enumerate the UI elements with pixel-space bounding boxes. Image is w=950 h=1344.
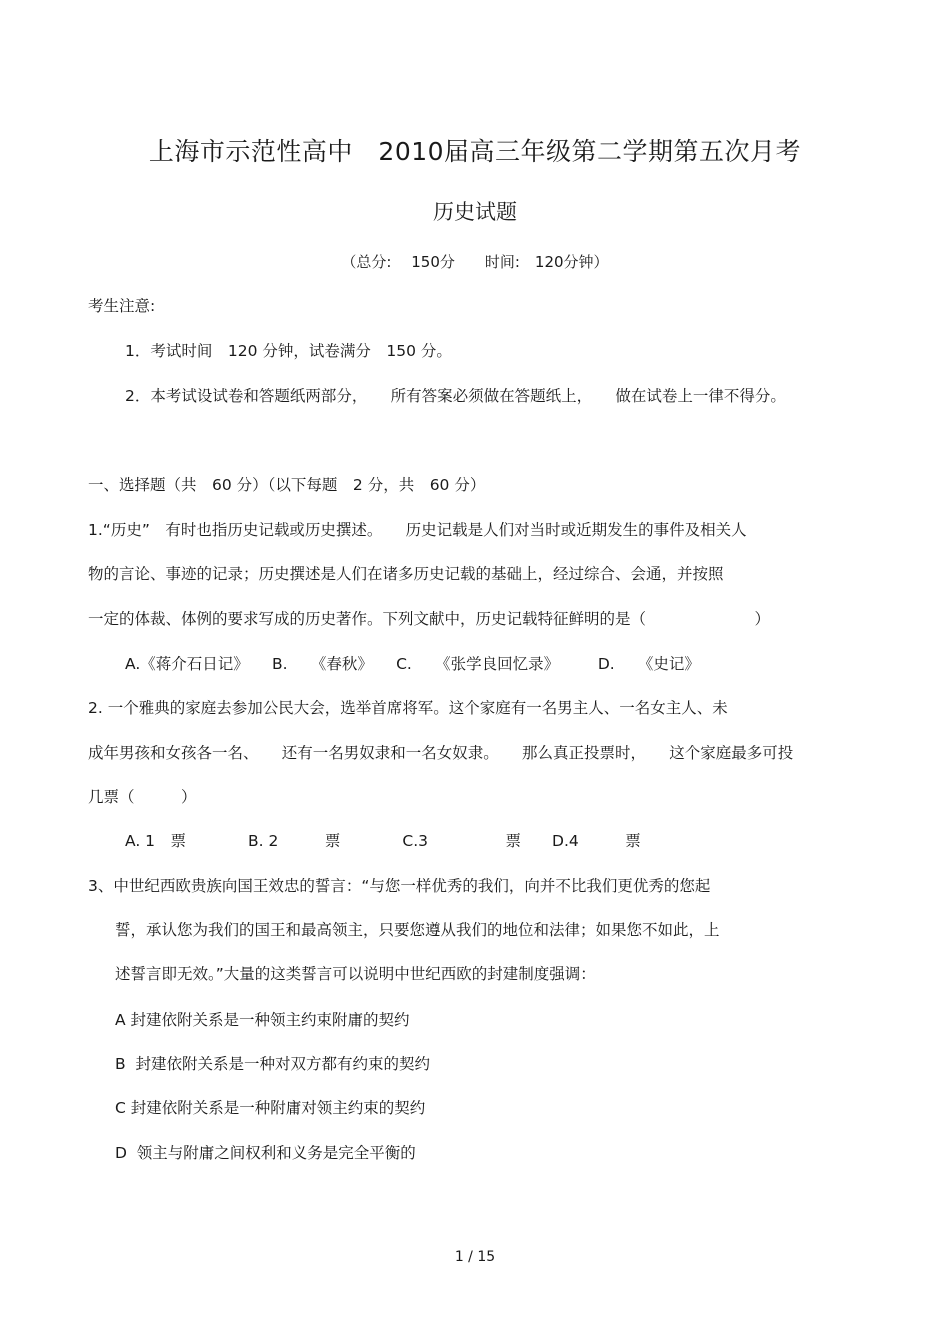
- notice-heading: 考生注意:: [88, 297, 156, 315]
- question-line: 物的言论、事迹的记录；历史撰述是人们在诸多历史记载的基础上，经过综合、会通，并按照: [88, 565, 724, 583]
- question-line: 一定的体裁、体例的要求写成的历史著作。下列文献中，历史记载特征鲜明的是（ ）: [88, 610, 771, 628]
- question-line: 誓，承认您为我们的国王和最高领主，只要您遵从我们的地位和法律；如果您不如此，上: [115, 921, 720, 939]
- question-line: 几票（ ）: [88, 788, 197, 806]
- question-line: 1.“历史” 有时也指历史记载或历史撰述。 历史记载是人们对当时或近期发生的事件及相关人: [88, 521, 747, 539]
- exam-title: 上海市示范性高中 2010届高三年级第二学期第五次月考: [148, 137, 802, 166]
- notice-item: 2．本考试设试卷和答题纸两部分， 所有答案必须做在答题纸上， 做在试卷上一律不得分。: [125, 387, 786, 405]
- question-line: 2. 一个雅典的家庭去参加公民大会，选举首席将军。这个家庭有一名男主人、一名女主人、未: [88, 699, 728, 717]
- question-line: 成年男孩和女孩各一名、 还有一名男奴隶和一名女奴隶。 那么真正投票时， 这个家庭最多可投: [88, 744, 794, 762]
- page-number: 1 / 15: [454, 1249, 496, 1265]
- option-a: A 封建依附关系是一种领主约束附庸的契约: [115, 1011, 410, 1029]
- section-heading: 一、选择题（共 60 分）（以下每题 2 分，共 60 分）: [88, 476, 486, 494]
- option-b: B 封建依附关系是一种对双方都有约束的契约: [115, 1055, 430, 1073]
- question-line: 3、中世纪西欧贵族向国王效忠的誓言：“与您一样优秀的我们，向并不比我们更优秀的您起: [88, 877, 711, 895]
- score-time-info: （总分: 150分 时间: 120分钟）: [341, 253, 609, 271]
- option-d: D 领主与附庸之间权利和义务是完全平衡的: [115, 1144, 416, 1162]
- exam-subtitle: 历史试题: [433, 200, 517, 224]
- question-options: A. 1 票 B. 2 票 C.3 票 D.4 票: [125, 832, 641, 850]
- question-options: A.《蒋介石日记》 B. 《春秋》 C. 《张学良回忆录》 D. 《史记》: [125, 655, 700, 673]
- question-line: 述誓言即无效。”大量的这类誓言可以说明中世纪西欧的封建制度强调：: [115, 965, 596, 983]
- notice-item: 1．考试时间 120 分钟，试卷满分 150 分。: [125, 342, 452, 360]
- option-c: C 封建依附关系是一种附庸对领主约束的契约: [115, 1099, 426, 1117]
